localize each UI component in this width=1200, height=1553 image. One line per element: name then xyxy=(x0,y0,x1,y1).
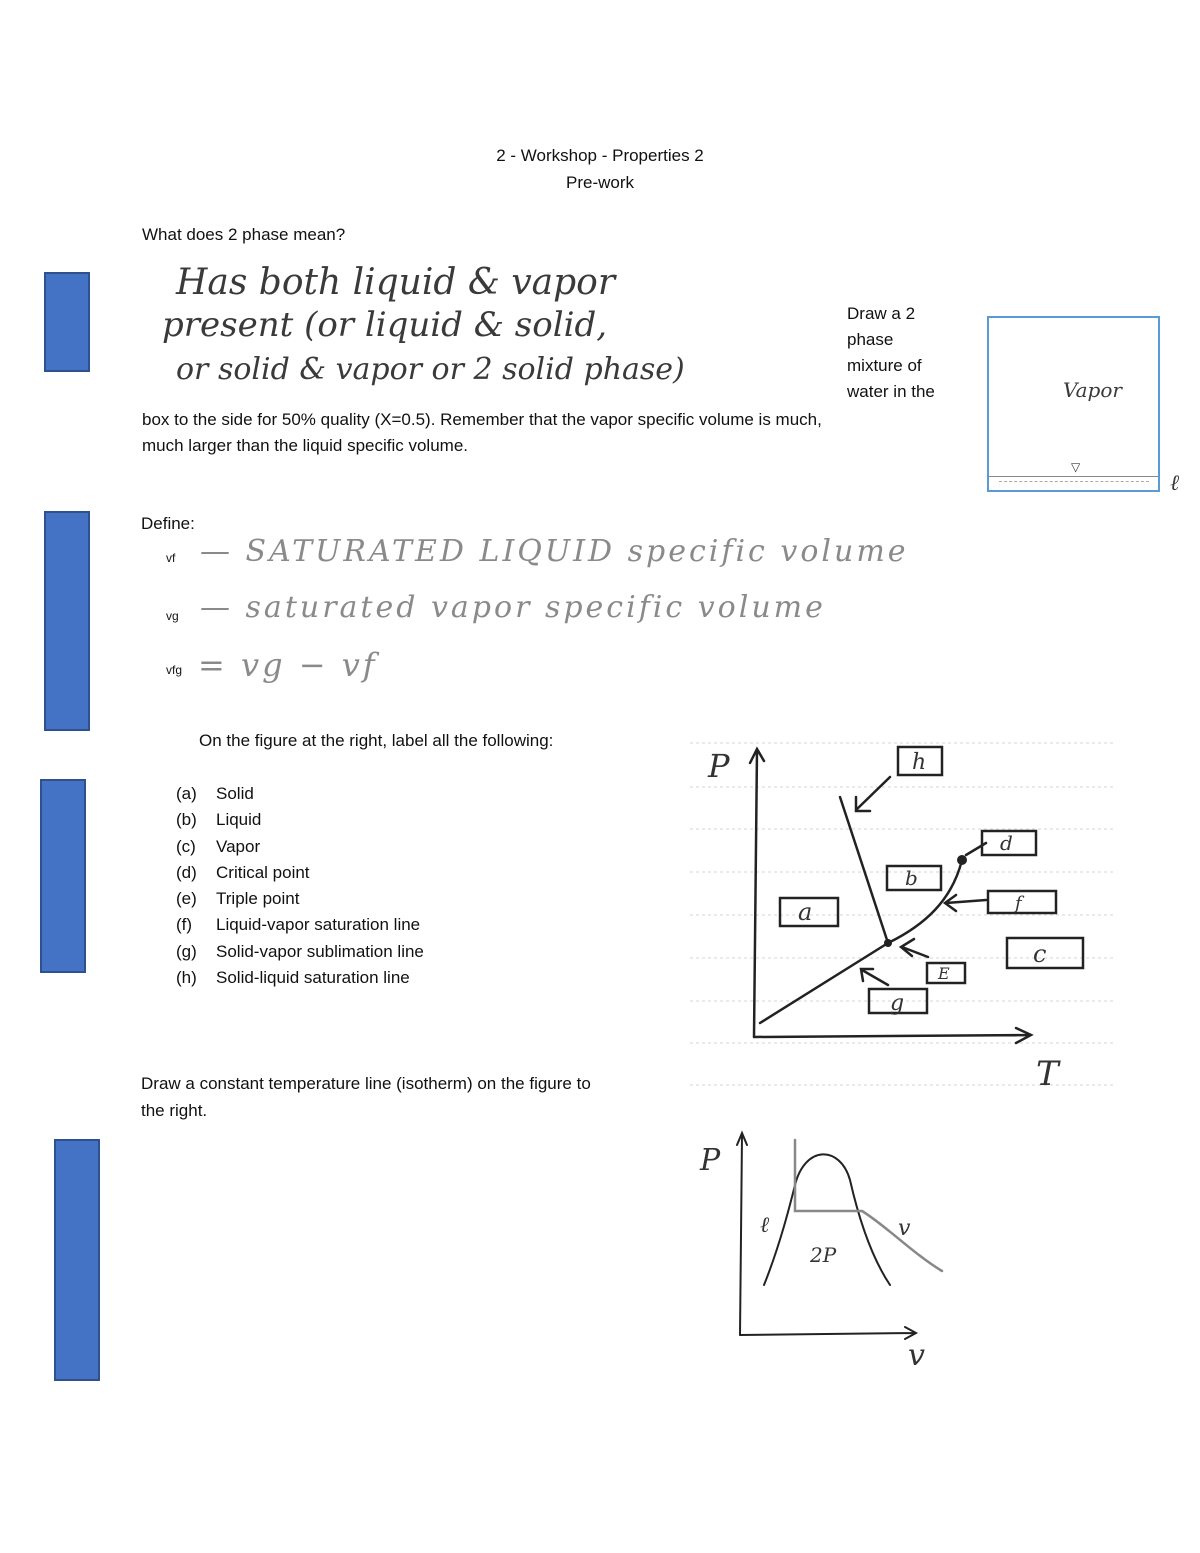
margin-bar-3 xyxy=(40,779,86,973)
pv-axis-label-p: P xyxy=(700,1143,721,1178)
list-item xyxy=(176,834,424,860)
melting-line xyxy=(840,797,888,943)
list-item-text: Solid xyxy=(216,784,254,803)
list-item-text: Solid-liquid saturation line xyxy=(216,968,410,988)
labels-instruction: On the figure at the right, label all the following: xyxy=(199,731,554,750)
list-item-tag: (f) xyxy=(176,915,193,935)
draw-task-line-5: box to the side for 50% quality (X=0.5). Remember that the vapor specific volume is much, xyxy=(142,410,822,429)
margin-bar-4 xyxy=(54,1139,100,1381)
arrow-g xyxy=(861,969,888,985)
define-heading: Define: xyxy=(141,514,195,533)
list-item-text: Liquid-vapor saturation line xyxy=(216,915,421,935)
labels-list xyxy=(176,781,424,991)
list-item-tag: (h) xyxy=(176,968,197,988)
question-1-prompt: What does 2 phase mean? xyxy=(142,225,346,244)
list-item xyxy=(176,965,424,991)
pv-axis-label-v: v xyxy=(908,1338,925,1373)
pv-liquid-label: ℓ xyxy=(760,1213,770,1238)
pv-x-axis xyxy=(740,1327,916,1339)
label-e: E xyxy=(938,964,950,983)
isotherm-task-line-1: Draw a constant temperature line (isotherm) on the figure to xyxy=(141,1074,591,1093)
label-box-f xyxy=(988,891,1056,913)
list-item-tag: (g) xyxy=(176,941,197,961)
list-item xyxy=(176,886,424,912)
draw-task-line-2: phase xyxy=(847,330,894,349)
pv-vapor-label: v xyxy=(898,1216,911,1241)
label-h: h xyxy=(912,750,927,775)
define-answer-vf: — SATURATED LIQUID specific volume xyxy=(200,534,909,569)
draw-task-line-1: Draw a 2 xyxy=(847,304,916,323)
draw-task-line-6: much larger than the liquid specific volume. xyxy=(142,436,468,455)
box-liquid-mark: ▽ xyxy=(1071,460,1081,474)
define-symbol-vg: vg xyxy=(166,609,179,623)
margin-bar-2 xyxy=(44,511,90,731)
list-item xyxy=(176,860,424,886)
list-item-tag: (e) xyxy=(176,889,197,909)
list-item-tag: (a) xyxy=(176,784,197,803)
arrow-h xyxy=(856,777,890,811)
margin-bar-1 xyxy=(44,272,90,372)
handwritten-answer-line-1: Has both liquid & vapor xyxy=(176,262,616,303)
triple-point-dot xyxy=(884,939,892,947)
arrow-f xyxy=(945,895,986,911)
pt-axis-label-t: T xyxy=(1036,1054,1059,1090)
list-item-tag: (d) xyxy=(176,862,197,882)
draw-task-line-4: water in the xyxy=(847,382,935,401)
liquid-level-line xyxy=(989,476,1158,477)
define-symbol-vf: vf xyxy=(166,551,176,565)
define-answer-vg: — saturated vapor specific volume xyxy=(200,590,826,625)
list-item-text: Vapor xyxy=(216,836,261,856)
arrow-e xyxy=(901,939,928,957)
draw-task-line-3: mixture of xyxy=(847,356,922,375)
handwritten-answer-line-2: present (or liquid & solid, xyxy=(162,305,608,345)
list-item-text: Liquid xyxy=(216,810,262,830)
two-phase-box xyxy=(987,316,1160,492)
page-subtitle: Pre-work xyxy=(565,173,634,192)
list-item-tag: (b) xyxy=(176,810,197,830)
label-d: d xyxy=(1000,831,1013,855)
pt-y-axis xyxy=(750,749,764,1037)
label-c: c xyxy=(1033,940,1047,968)
list-item xyxy=(176,912,424,938)
label-g: g xyxy=(890,991,905,1016)
liquid-hatch xyxy=(999,481,1149,485)
list-item xyxy=(176,781,424,807)
label-f: f xyxy=(1015,893,1022,914)
pv-diagram xyxy=(690,1125,960,1380)
define-answer-vfg: = vg − vf xyxy=(198,646,378,684)
isotherm-task-line-2: the right. xyxy=(141,1101,208,1120)
list-item-text: Solid-vapor sublimation line xyxy=(216,941,424,961)
page-title: 2 - Workshop - Properties 2 xyxy=(496,146,704,165)
pt-x-axis xyxy=(754,1028,1031,1043)
pt-axis-label-p: P xyxy=(708,747,730,785)
box-side-label: ℓ xyxy=(1170,471,1180,496)
list-item-text: Critical point xyxy=(216,862,310,882)
pt-phase-diagram xyxy=(690,735,1120,1090)
list-item-tag: (c) xyxy=(176,836,196,856)
critical-point-dot xyxy=(957,855,967,865)
label-b: b xyxy=(905,866,918,890)
list-item xyxy=(176,807,424,833)
handwritten-answer-line-3: or solid & vapor or 2 solid phase) xyxy=(176,352,685,387)
list-item xyxy=(176,939,424,965)
pv-y-axis xyxy=(737,1133,747,1335)
pv-two-phase-label: 2P xyxy=(810,1243,837,1267)
box-vapor-label: Vapor xyxy=(1063,378,1122,402)
label-a: a xyxy=(798,898,813,926)
list-item-text: Triple point xyxy=(216,889,300,909)
define-symbol-vfg: vfg xyxy=(166,663,183,677)
